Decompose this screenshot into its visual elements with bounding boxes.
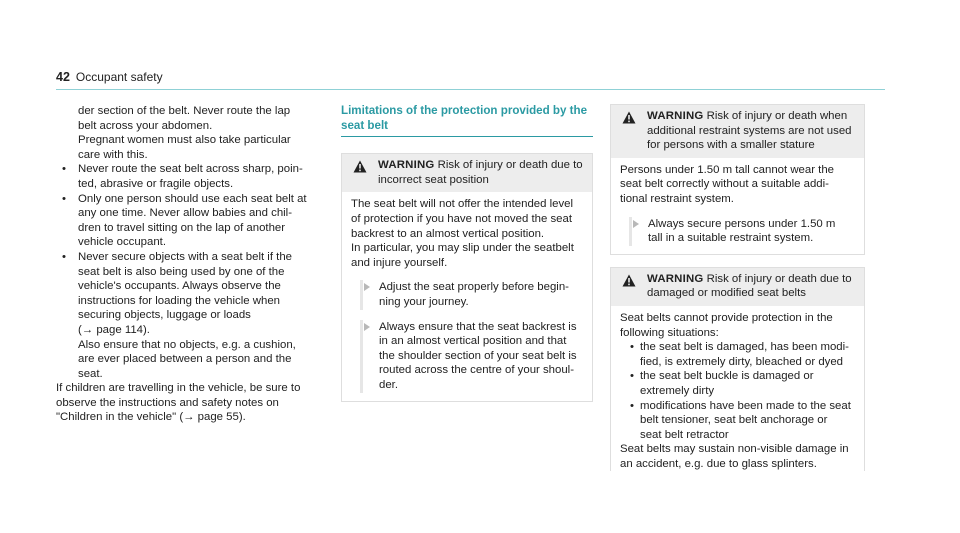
warning-triangle-icon	[353, 160, 367, 173]
text-line: • Never secure objects with a seat belt if the	[78, 250, 292, 263]
text-line: belt across your abdomen.	[78, 119, 213, 132]
text-line: following situations:	[620, 326, 719, 339]
warning-box	[610, 267, 865, 472]
page-title: Occupant safety	[75, 70, 163, 84]
header-rule	[56, 89, 885, 90]
warning-body	[611, 158, 864, 254]
text-line: routed across the centre of your shoul-	[379, 364, 575, 377]
warning-title	[619, 272, 856, 301]
warning-box	[610, 104, 865, 255]
text-line: seat.	[78, 367, 103, 380]
action-step	[351, 320, 583, 393]
text-line: Seat belts may sustain non-visible damage in	[620, 443, 849, 456]
text-line: instructions for loading the vehicle when	[78, 294, 280, 307]
text-line: If children are travelling in the vehicle, be sure to	[56, 382, 301, 395]
text-line: Risk of injury or death when	[706, 110, 848, 122]
warning-header	[611, 105, 864, 158]
text-line: backrest to an almost vertical position.	[351, 227, 545, 240]
bullet-item	[620, 399, 855, 443]
text-line: Risk of injury or death due to	[437, 159, 583, 172]
text-line: Seat belts cannot provide protection in the	[620, 311, 833, 324]
warning-triangle-icon	[622, 111, 636, 124]
text-line: seat belt retractor	[640, 428, 729, 441]
text-line: Persons under 1.50 m tall cannot wear the	[620, 163, 835, 176]
text-line: Always secure persons under 1.50 m	[648, 217, 836, 230]
text-line: any one time. Never allow babies and chil-	[78, 207, 293, 220]
continued-text	[56, 104, 316, 162]
warning-title	[619, 109, 856, 153]
page-reference-link[interactable]: (→ page 114).	[78, 323, 150, 336]
warning-triangle-icon	[622, 274, 636, 287]
column-left	[56, 104, 316, 425]
text-line: the shoulder section of your seat belt is	[379, 349, 577, 362]
bullet-item	[620, 369, 855, 398]
bullet-item	[56, 162, 316, 191]
text-line: securing objects, luggage or loads	[78, 309, 251, 322]
text-line: Risk of injury or death due to	[706, 272, 852, 285]
text-line: dren to travel sitting on the lap of another	[78, 221, 286, 234]
text-line: • modifications have been made to the seat	[640, 399, 851, 412]
text-line: Always ensure that the seat backrest is	[379, 320, 577, 333]
text-line: • Only one person should use each seat belt at	[78, 192, 307, 205]
page-number: 42	[56, 70, 70, 84]
text-line: der section of the belt. Never route the lap	[78, 105, 291, 117]
text-line: tional restraint system.	[620, 192, 734, 205]
text-line: an accident, e.g. due to glass splinters.	[620, 457, 817, 470]
text-line: vehicle occupant.	[78, 236, 167, 249]
page-header	[56, 70, 163, 86]
text-line: vehicle's occupants. Always observe the	[78, 280, 281, 293]
text-line: In particular, you may slip under the seatbelt	[351, 242, 574, 255]
column-middle	[341, 104, 593, 402]
section-rule	[341, 136, 593, 137]
page-reference-link[interactable]: "Children in the vehicle" (→ page 55).	[56, 411, 246, 424]
text-line: additional restraint systems are not used	[647, 124, 852, 137]
text-line: seat belt is also being used by one of the	[78, 265, 285, 278]
column-right	[610, 104, 865, 471]
warning-body	[611, 306, 864, 472]
step-arrow-icon	[364, 283, 370, 291]
text-line: observe the instructions and safety notes on	[56, 396, 279, 409]
bullet-item	[56, 192, 316, 250]
warning-label: WARNING	[647, 272, 704, 285]
text-line: • Never route the seat belt across sharp, poin-	[78, 163, 303, 176]
action-step	[620, 217, 855, 246]
section-title-line: Limitations of the protection provided by the	[341, 104, 588, 117]
warning-header	[342, 154, 592, 192]
text-line: • the seat belt is damaged, has been modi-	[640, 341, 849, 354]
text-line: der.	[379, 378, 398, 391]
text-line: seat belt correctly without a suitable addi-	[620, 178, 829, 191]
text-line: extremely dirty	[640, 384, 715, 397]
warning-label: WARNING	[378, 159, 435, 172]
text-line: in an almost vertical position and that	[379, 335, 567, 348]
text-line: are ever placed between a person and the	[78, 353, 292, 366]
warning-header	[611, 268, 864, 306]
bullet-item	[620, 340, 855, 369]
text-line: for persons with a smaller stature	[647, 139, 815, 152]
text-line: • the seat belt buckle is damaged or	[640, 370, 814, 383]
warning-body	[342, 192, 592, 400]
text-line: fied, is extremely dirty, bleached or dyed	[640, 355, 844, 368]
text-line: ted, abrasive or fragile objects.	[78, 177, 234, 190]
text-line: Pregnant women must also take particular	[78, 134, 291, 147]
text-line: and injure yourself.	[351, 256, 448, 269]
bullet-item	[56, 250, 316, 381]
warning-label: WARNING	[647, 110, 704, 122]
text-line: care with this.	[78, 148, 148, 161]
text-line: of protection if you have not moved the seat	[351, 212, 572, 225]
step-arrow-icon	[364, 323, 370, 331]
warning-box	[341, 153, 593, 401]
section-title	[341, 104, 593, 133]
action-step	[351, 280, 583, 309]
text-line: damaged or modified seat belts	[647, 287, 806, 300]
text-line: The seat belt will not offer the intended level	[351, 198, 574, 211]
text-line: Adjust the seat properly before begin-	[379, 281, 569, 294]
text-line: belt tensioner, seat belt anchorage or	[640, 414, 828, 427]
closing-paragraph	[56, 381, 316, 425]
text-line: ning your journey.	[379, 295, 469, 308]
warning-title	[350, 158, 584, 187]
step-arrow-icon	[633, 220, 639, 228]
text-line: incorrect seat position	[378, 173, 489, 186]
text-line: Also ensure that no objects, e.g. a cushion,	[78, 338, 296, 351]
section-title-line: seat belt	[341, 118, 389, 132]
text-line: tall in a suitable restraint system.	[648, 232, 814, 245]
